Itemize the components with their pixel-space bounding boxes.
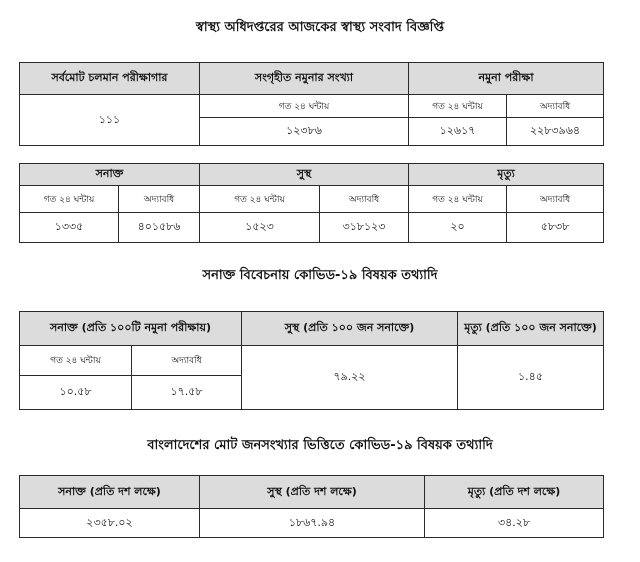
pop-detected-value: ২৩৫৮.০২ bbox=[20, 509, 200, 538]
population-table bbox=[19, 475, 604, 538]
samples-header: সংগৃহীত নমুনার সংখ্যা bbox=[200, 63, 409, 95]
labs-samples-table bbox=[19, 62, 604, 146]
per-detection-heading: সনাক্ত বিবেচনায় কোভিড-১৯ বিষয়ক তথ্যাদি bbox=[202, 268, 438, 283]
recovery-rate-value: ৭৯.২২ bbox=[242, 346, 458, 410]
main-heading: স্বাস্থ্য অধিদপ্তরের আজকের স্বাস্থ্য সংবাদ বিজ্ঞপ্তি bbox=[195, 20, 445, 35]
rates-table bbox=[19, 311, 604, 410]
detected-header: সনাক্ত bbox=[20, 164, 200, 186]
samples-value-24h: ১২৩৮৬ bbox=[200, 118, 409, 146]
recovered-value-24h: ১৫২৩ bbox=[200, 213, 320, 243]
deaths-sub-total: অদ্যাবধি bbox=[507, 186, 604, 213]
tests-header: নমুনা পরীক্ষা bbox=[409, 63, 604, 95]
death-rate-header: মৃত্যু (প্রতি ১০০ জন সনাক্তে) bbox=[458, 312, 604, 346]
detected-sub-total: অদ্যাবধি bbox=[119, 186, 200, 213]
detection-value-24h: ১০.৫৮ bbox=[20, 376, 132, 410]
recovered-sub-24h: গত ২৪ ঘন্টায় bbox=[200, 186, 320, 213]
detection-sub-total: অদ্যাবধি bbox=[132, 346, 242, 376]
recovered-value-total: ৩১৮১২৩ bbox=[320, 213, 409, 243]
recovered-sub-total: অদ্যাবধি bbox=[320, 186, 409, 213]
tests-sub-total: অদ্যাবধি bbox=[507, 95, 604, 118]
detection-rate-header: সনাক্ত (প্রতি ১০০টি নমুনা পরীক্ষায়) bbox=[20, 312, 242, 346]
pop-recovered-value: ১৮৬৭.৯৪ bbox=[200, 509, 425, 538]
tests-sub-24h: গত ২৪ ঘন্টায় bbox=[409, 95, 507, 118]
deaths-header: মৃত্যু bbox=[409, 164, 604, 186]
detected-value-total: ৪০১৫৮৬ bbox=[119, 213, 200, 243]
samples-sub-24h: গত ২৪ ঘন্টায় bbox=[200, 95, 409, 118]
recovered-header: সুস্থ bbox=[200, 164, 409, 186]
labs-value: ১১১ bbox=[20, 95, 200, 146]
death-rate-value: ১.৪৫ bbox=[458, 346, 604, 410]
labs-header: সর্বমোট চলমান পরীক্ষাগার bbox=[20, 63, 200, 95]
detected-value-24h: ১৩৩৫ bbox=[20, 213, 119, 243]
deaths-sub-24h: গত ২৪ ঘন্টায় bbox=[409, 186, 507, 213]
deaths-value-total: ৫৮৩৮ bbox=[507, 213, 604, 243]
per-population-heading: বাংলাদেশের মোট জনসংখ্যার ভিত্তিতে কোভিড-১৯ বিষয়ক তথ্যাদি bbox=[147, 438, 493, 453]
tests-value-total: ২২৮৩৯৬৪ bbox=[507, 118, 604, 146]
recovery-rate-header: সুস্থ (প্রতি ১০০ জন সনাক্তে) bbox=[242, 312, 458, 346]
detected-sub-24h: গত ২৪ ঘন্টায় bbox=[20, 186, 119, 213]
detection-sub-24h: গত ২৪ ঘন্টায় bbox=[20, 346, 132, 376]
deaths-value-24h: ২০ bbox=[409, 213, 507, 243]
pop-deaths-header: মৃত্যু (প্রতি দশ লক্ষে) bbox=[425, 476, 604, 509]
pop-deaths-value: ৩৪.২৮ bbox=[425, 509, 604, 538]
detection-value-total: ১৭.৫৮ bbox=[132, 376, 242, 410]
pop-recovered-header: সুস্থ (প্রতি দশ লক্ষে) bbox=[200, 476, 425, 509]
pop-detected-header: সনাক্ত (প্রতি দশ লক্ষে) bbox=[20, 476, 200, 509]
cases-table bbox=[19, 163, 604, 243]
tests-value-24h: ১২৬১৭ bbox=[409, 118, 507, 146]
